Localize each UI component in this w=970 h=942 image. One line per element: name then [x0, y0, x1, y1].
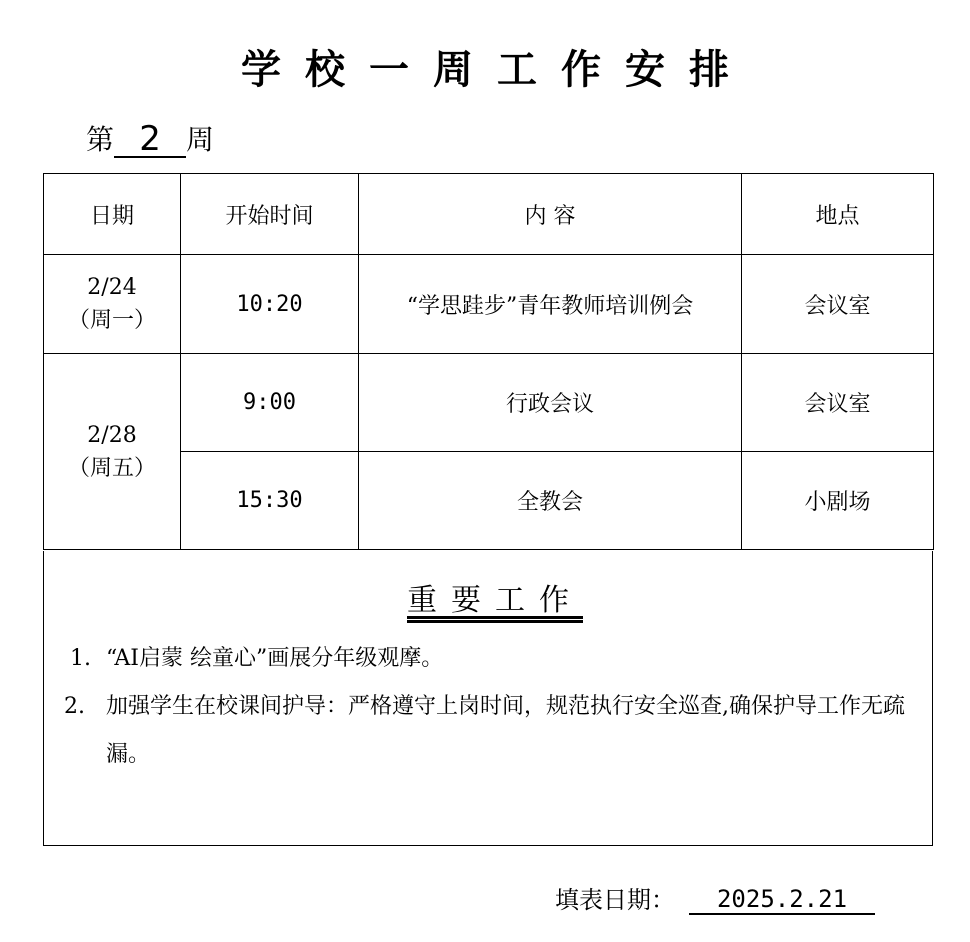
location-cell: 会议室	[742, 255, 934, 354]
table-row	[44, 255, 934, 354]
header-location: 地点	[742, 174, 934, 255]
table-row	[44, 354, 934, 452]
time-cell: 9:00	[181, 354, 359, 452]
time-cell: 15:30	[181, 452, 359, 550]
week-indicator	[86, 118, 214, 158]
fill-date	[555, 880, 875, 915]
location-cell: 会议室	[742, 354, 934, 452]
list-item	[64, 635, 924, 683]
date-cell	[44, 354, 181, 550]
item-number: 1.	[70, 646, 91, 671]
week-number: 2	[114, 122, 186, 158]
header-start-time: 开始时间	[181, 174, 359, 255]
fill-date-value: 2025.2.21	[689, 885, 875, 915]
time-cell: 10:20	[181, 255, 359, 354]
important-work-title-wrap	[44, 575, 932, 619]
header-content: 内 容	[359, 174, 742, 255]
schedule-table	[43, 173, 934, 550]
weekday-value: （周一）	[67, 308, 156, 333]
date-value: 2/28	[87, 422, 137, 448]
content-cell: 全教会	[359, 452, 742, 550]
important-work-title: 重要工作	[407, 583, 583, 618]
item-text: “AI启蒙 绘童心”画展分年级观摩。	[106, 646, 444, 671]
page-title: 学校一周工作安排	[241, 47, 753, 93]
date-cell	[44, 255, 181, 354]
week-suffix: 周	[186, 123, 215, 156]
item-number: 2.	[64, 694, 85, 719]
content-cell: 行政会议	[359, 354, 742, 452]
location-cell: 小剧场	[742, 452, 934, 550]
week-prefix: 第	[86, 123, 115, 156]
list-item	[64, 683, 924, 779]
header-date: 日期	[44, 174, 181, 255]
item-text: 加强学生在校课间护导：严格遵守上岗时间，规范执行安全巡查,确保护导工作无疏漏。	[106, 694, 905, 767]
weekday-value: （周五）	[67, 455, 156, 481]
content-cell: “学思跬步”青年教师培训例会	[359, 255, 742, 354]
important-work-box	[43, 551, 933, 846]
date-value: 2/24	[87, 275, 137, 300]
table-header-row	[44, 174, 934, 255]
fill-date-label: 填表日期：	[555, 886, 675, 914]
